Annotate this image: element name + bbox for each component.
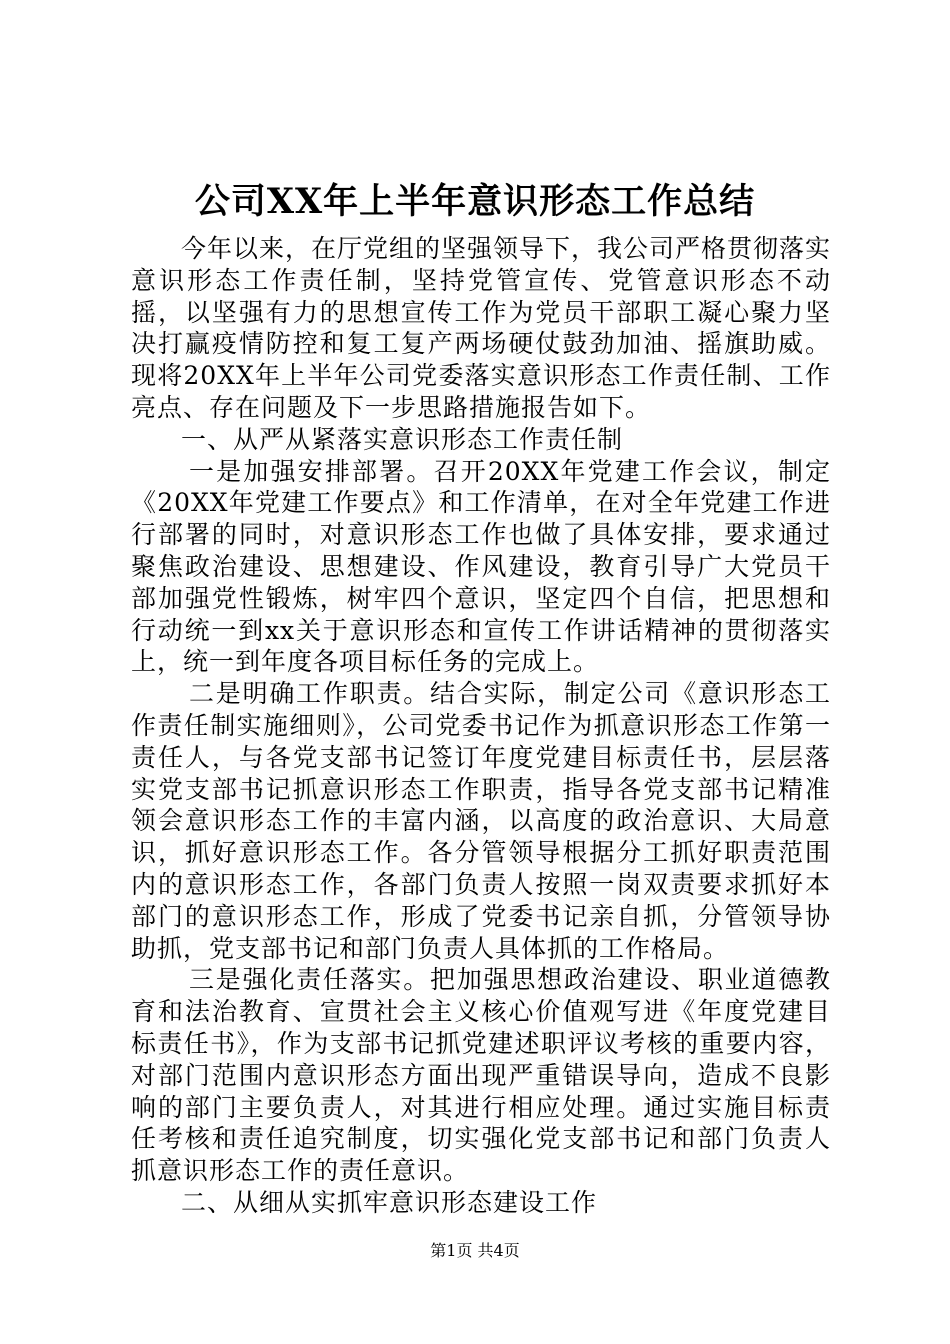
paragraph-item-1: 一是加强安排部署。召开20XX年党建工作会议，制定《20XX年党建工作要点》和工作清单，在对全年党建工作进行部署的同时，对意识形态工作也做了具体安排，要求通过聚焦政治建设、思想建设、作风建设，教育引导广大党员干部加强党性锻炼，树牢四个意识，坚定四个自信，把思想和行动统一到xx关于意识形态和宣传工作讲话精神的贯彻落实上，统一到年度各项目标任务的完成上。: [131, 456, 831, 677]
paragraph-item-2: 二是明确工作职责。结合实际，制定公司《意识形态工作责任制实施细则》，公司党委书记作为抓意识形态工作第一责任人，与各党支部书记签订年度党建目标责任书，层层落实党支部书记抓意识形态工作职责，指导各党支部书记精准领会意识形态工作的丰富内涵，以高度的政治意识、大局意识，抓好意识形态工作。各分管领导根据分工抓好职责范围内的意识形态工作，各部门负责人按照一岗双责要求抓好本部门的意识形态工作，形成了党委书记亲自抓，分管领导协助抓，党支部书记和部门负责人具体抓的工作格局。: [131, 679, 831, 963]
intro-paragraph: 今年以来，在厅党组的坚强领导下，我公司严格贯彻落实意识形态工作责任制，坚持党管宣传、党管意识形态不动摇，以坚强有力的思想宣传工作为党员干部职工凝心聚力坚决打赢疫情防控和复工复产两场硬仗鼓劲加油、摇旗助威。现将20XX年上半年公司党委落实意识形态工作责任制、工作亮点、存在问题及下一步思路措施报告如下。: [131, 234, 832, 422]
paragraph-item-3: 三是强化责任落实。把加强思想政治建设、职业道德教育和法治教育、宣贯社会主义核心价值观写进《年度党建目标责任书》，作为支部书记抓党建述职评议考核的重要内容，对部门范围内意识形态方面出现严重错误导向，造成不良影响的部门主要负责人，对其进行相应处理。通过实施目标责任考核和责任追究制度，切实强化党支部书记和部门负责人抓意识形态工作的责任意识。: [131, 965, 831, 1186]
page-number-footer: 第1页 共4页: [430, 1241, 520, 1260]
section-heading-2: 二、从细从实抓牢意识形态建设工作: [181, 1187, 598, 1217]
document-body: [131, 233, 831, 1219]
section-heading-1: 一、从严从紧落实意识形态工作责任制: [181, 424, 624, 454]
document-title: 公司XX年上半年意识形态工作总结: [194, 181, 756, 222]
